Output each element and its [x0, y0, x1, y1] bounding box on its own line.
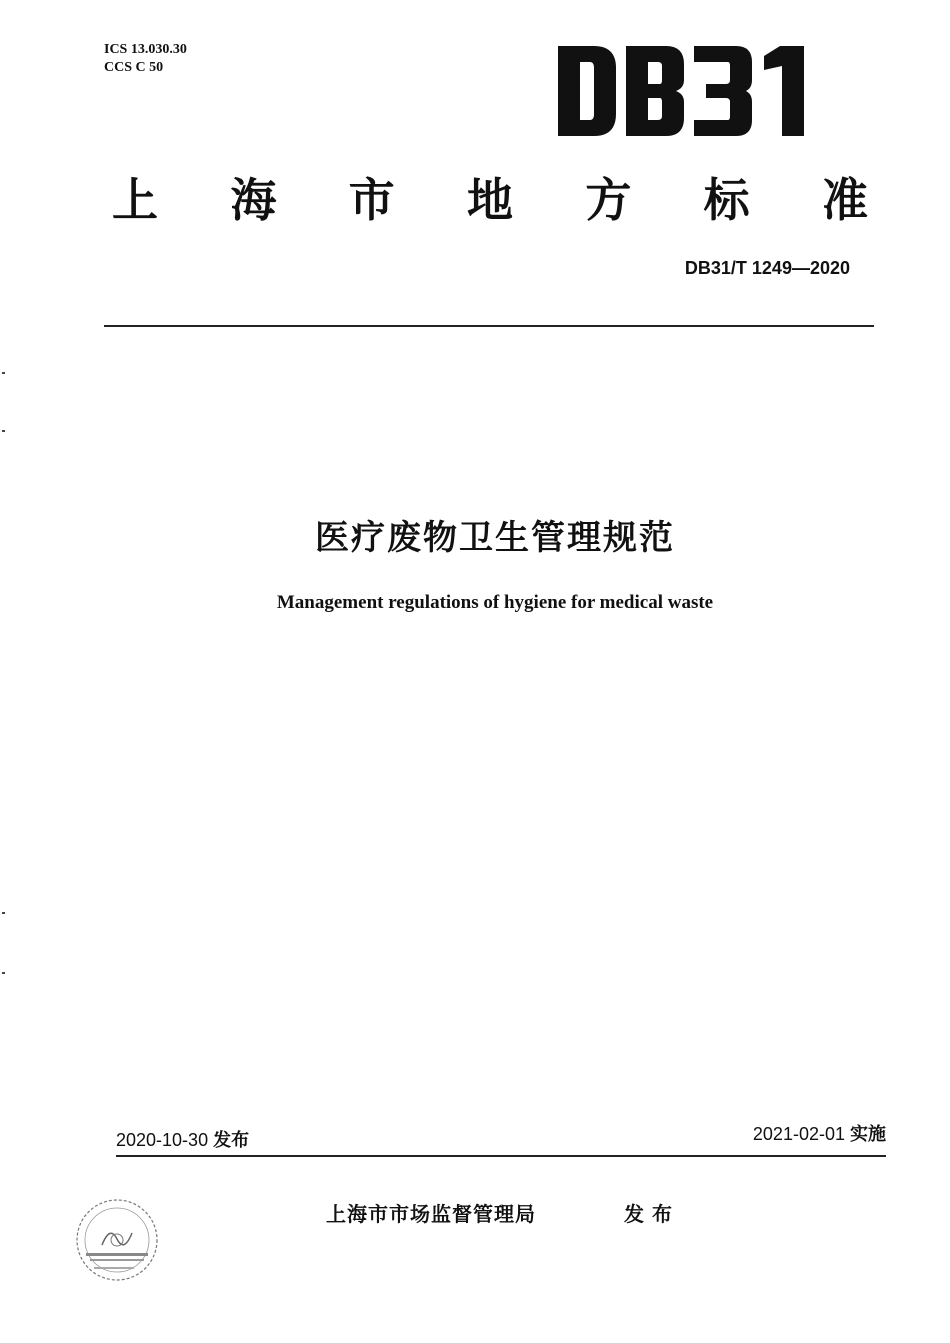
standard-type-char: 海 — [230, 173, 277, 227]
seal-stamp-icon — [72, 1195, 162, 1285]
implementation-date-value: 2021-02-01 — [752, 1124, 845, 1144]
implementation-date — [753, 1120, 886, 1146]
publisher-name: 上海市市场监督管理局 — [326, 1202, 536, 1226]
standard-type-char: 上 — [112, 173, 158, 227]
footer-divider — [116, 1155, 886, 1157]
standard-type-char: 准 — [821, 173, 868, 227]
db31-logo — [556, 42, 818, 140]
standard-type-char: 地 — [466, 173, 513, 227]
scan-mark — [2, 430, 5, 432]
issue-date-value: 2020-10-30 — [116, 1130, 209, 1150]
scan-mark — [2, 972, 5, 974]
scan-mark — [2, 912, 5, 914]
document-title-chinese: 医疗废物卫生管理规范 — [315, 518, 675, 558]
standard-type-title — [112, 172, 868, 228]
classification-codes — [104, 41, 187, 77]
issue-date — [116, 1126, 249, 1152]
document-title-english: Management regulations of hygiene for medical waste — [276, 592, 714, 613]
issue-date-label: 发布 — [213, 1130, 250, 1151]
implementation-date-label: 实施 — [850, 1124, 886, 1145]
ics-code: ICS 13.030.30 — [104, 42, 187, 57]
scan-mark — [2, 372, 5, 374]
ccs-code: CCS C 50 — [104, 60, 164, 75]
standard-number: DB31/T 1249—2020 — [684, 258, 850, 278]
publisher-action: 发布 — [624, 1202, 680, 1226]
standard-type-char: 方 — [585, 173, 632, 227]
header-divider — [104, 325, 874, 327]
standard-type-char: 市 — [348, 173, 395, 227]
standard-type-char: 标 — [703, 173, 750, 227]
